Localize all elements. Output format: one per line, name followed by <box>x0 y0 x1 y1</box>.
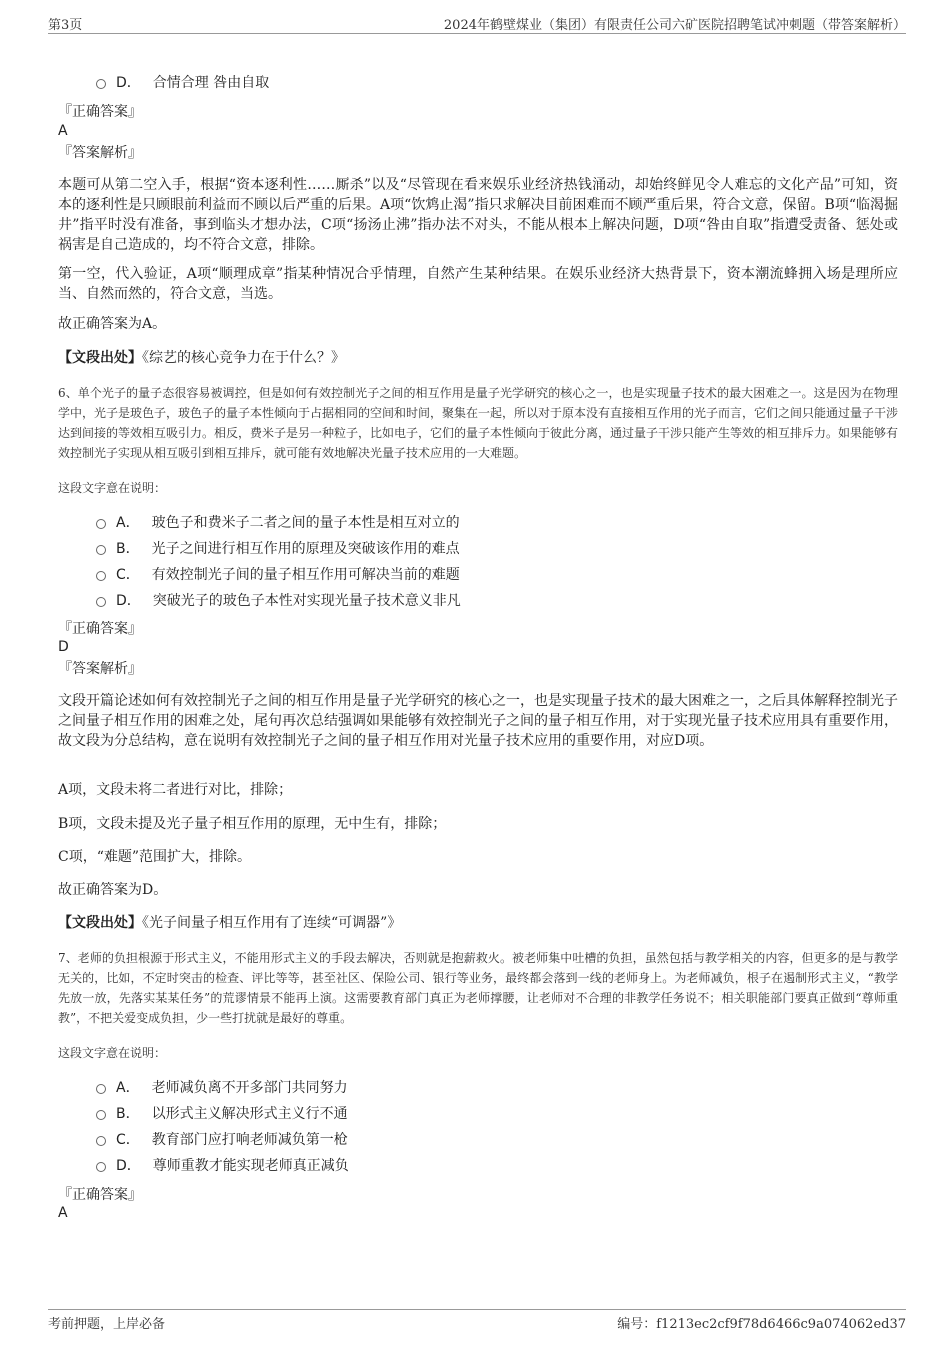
radio-icon[interactable] <box>96 597 106 607</box>
radio-icon[interactable] <box>96 1162 106 1172</box>
q6-option-b[interactable]: B． 光子之间进行相互作用的原理及突破该作用的难点 <box>96 540 460 558</box>
q5-answer: A <box>58 123 68 139</box>
q6-analysis-para-5: 故正确答案为D。 <box>58 882 168 898</box>
q6-analysis-para-4: C项，“难题”范围扩大，排除。 <box>58 849 252 865</box>
q5-answer-label: 『正确答案』 <box>58 104 142 120</box>
q5-analysis-label: 『答案解析』 <box>58 145 142 161</box>
q6-source: 【文段出处】《光子间量子相互作用有了连续“可调器”》 <box>58 915 402 931</box>
document-title: 2024年鹤壁煤业（集团）有限责任公司六矿医院招聘笔试冲刺题（带答案解析） <box>443 18 906 33</box>
footer-divider <box>48 1309 906 1310</box>
q6-analysis-para-2: A项，文段未将二者进行对比，排除； <box>58 782 293 798</box>
q7-prompt: 这段文字意在说明： <box>58 1046 167 1060</box>
q6-analysis-para-1: 文段开篇论述如何有效控制光子之间的相互作用是量子光学研究的核心之一，也是实现量子技术的最大困难之一，之后具体解释控制光子之间量子相互作用的困难之处，尾句再次总结强调如果能够有效控制光子之间的量子相互作用，对于实现光量子技术应用具有重要作用，故文段为分总结构，意在说明有效控制光子之间的量子相互作用对光量子技术应用的重要作用，对应D项。 <box>58 693 898 749</box>
q7-answer: A <box>58 1205 68 1221</box>
footer-slogan: 考前押题，上岸必备 <box>48 1317 166 1332</box>
q5-analysis-para-3: 故正确答案为A。 <box>58 316 167 332</box>
q6-option-c[interactable]: C． 有效控制光子间的量子相互作用可解决当前的难题 <box>96 566 460 584</box>
document-code: 编号：f1213ec2cf9f78d6466c9a074062ed37 <box>617 1317 906 1332</box>
q5-analysis-para-2: 第一空，代入验证，A项“顺理成章”指某种情况合乎情理，自然产生某种结果。在娱乐业经济大热背景下，资本潮流蜂拥入场是理所应当、自然而然的，符合文意，当选。 <box>58 266 898 302</box>
q5-analysis-para-1: 本题可从第二空入手，根据“资本逐利性……厮杀”以及“尽管现在看来娱乐业经济热钱涌动，却始终鲜见令人难忘的文化产品”可知，资本的逐利性是只顾眼前利益而不顾以后严重的后果。A项“饮鸩止渴”指只求解决目前困难而不顾严重后果，符合文意，保留。B项“临渴掘井”指平时没有准备，事到临头才想办法，C项“扬汤止沸”指办法不对头，不能从根本上解决问题，D项“咎由自取”指遭受责备、惩处或祸害是自己造成的，均不符合文意，排除。 <box>58 177 898 253</box>
q7-option-a[interactable]: A． 老师减负离不开多部门共同努力 <box>96 1079 348 1097</box>
q6-answer-label: 『正确答案』 <box>58 621 142 637</box>
q5-option-d[interactable]: D． 合情合理 咎由自取 <box>96 74 269 92</box>
q6-analysis-para-3: B项，文段未提及光子量子相互作用的原理，无中生有，排除； <box>58 816 447 832</box>
radio-icon[interactable] <box>96 1110 106 1120</box>
radio-icon[interactable] <box>96 571 106 581</box>
q7-stem: 7、老师的负担根源于形式主义，不能用形式主义的手段去解决，否则就是抱薪救火。被老师集中吐槽的负担，虽然包括与教学相关的内容，但更多的是与教学无关的，比如，不定时突击的检查、评比等等，甚至社区、保险公司、银行等业务，最终都会落到一线的老师身上。为老师减负，根子在遏制形式主义，“教学先放一放，先落实某某任务”的荒谬情景不能再上演。这需要教育部门真正为老师撑腰，让老师对不合理的非教学任务说不；相关职能部门要真正做到“尊师重教”，不把关爱变成负担，少一些打扰就是最好的尊重。 <box>58 951 898 1025</box>
q7-option-d[interactable]: D． 尊师重教才能实现老师真正减负 <box>96 1157 349 1175</box>
q5-source: 【文段出处】《综艺的核心竞争力在于什么？》 <box>58 350 345 366</box>
q7-option-b[interactable]: B． 以形式主义解决形式主义行不通 <box>96 1105 348 1123</box>
radio-icon[interactable] <box>96 1136 106 1146</box>
q6-stem: 6、单个光子的量子态很容易被调控，但是如何有效控制光子之间的相互作用是量子光学研究的核心之一，也是实现量子技术的最大困难之一。这是因为在物理学中，光子是玻色子，玻色子的量子本性倾向于占据相同的空间和时间，聚集在一起，所以对于原本没有直接相互作用的光子而言，它们之间只能通过量子干涉达到间接的等效相互吸引力。相反，费米子是另一种粒子，比如电子，它们的量子本性倾向于彼此分离，通过量子干涉只能产生等效的相互排斥力。如果能够有效控制光子实现从相互吸引到相互排斥，就可能有效地解决光量子技术应用的一大难题。 <box>58 386 899 460</box>
page-number: 第3页 <box>48 18 83 33</box>
q7-option-c[interactable]: C． 教育部门应打响老师减负第一枪 <box>96 1131 348 1149</box>
q6-answer: D <box>58 639 69 655</box>
q6-option-d[interactable]: D． 突破光子的玻色子本性对实现光量子技术意义非凡 <box>96 592 461 610</box>
radio-icon[interactable] <box>96 1084 106 1094</box>
radio-icon[interactable] <box>96 79 106 89</box>
radio-icon[interactable] <box>96 545 106 555</box>
q6-analysis-label: 『答案解析』 <box>58 661 142 677</box>
radio-icon[interactable] <box>96 519 106 529</box>
q7-answer-label: 『正确答案』 <box>58 1187 142 1203</box>
q6-option-a[interactable]: A． 玻色子和费米子二者之间的量子本性是相互对立的 <box>96 514 460 532</box>
header-divider <box>48 33 906 34</box>
q6-prompt: 这段文字意在说明： <box>58 481 167 495</box>
